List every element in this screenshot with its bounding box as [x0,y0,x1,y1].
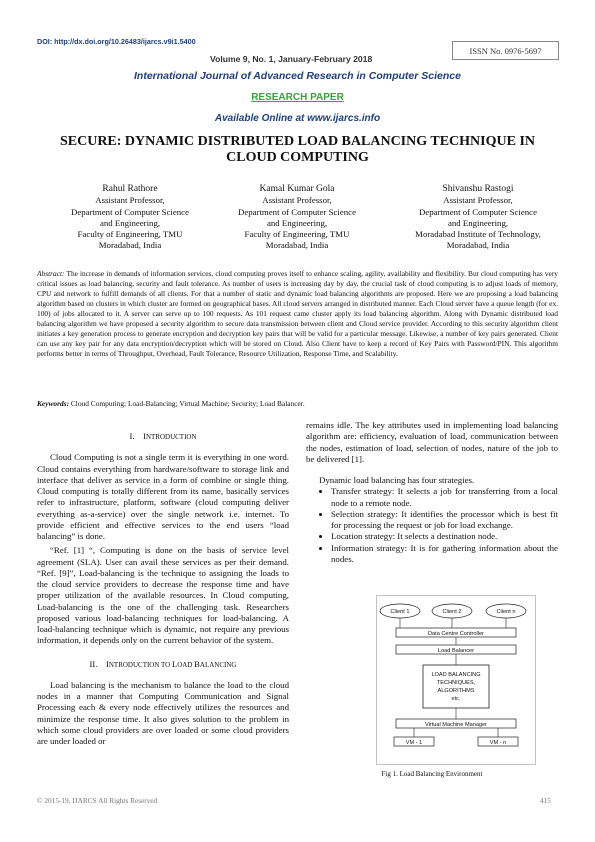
author-line: Assistant Professor, [95,195,165,206]
footer-copyright: © 2015-19, IJARCS All Rights Reserved [37,796,158,805]
strategy-list [306,486,558,565]
lb-techniques-label-2: TECHNIQUES, [436,680,476,686]
vm-1-label: VM - 1 [405,740,423,746]
list-item: • Selection strategy: It identifies the processor which is best fit for processing the request or job for load exchange. [331,509,558,532]
abstract [37,269,558,359]
data-centre-controller-label: Data Centre Controller [428,631,484,637]
author-line: Assistant Professor, [443,195,513,206]
abstract-label: Abstract: [37,269,65,278]
author-line: and Engineering, [99,217,161,228]
author-line: and Engineering, [266,217,328,228]
keywords [37,399,558,408]
author-name: Rahul Rathore [102,184,158,194]
author-line: Moradabad, India [446,240,510,251]
journal-name: International Journal of Advanced Research in Computer Science [134,70,461,82]
paragraph-right-1: remains idle. The key attributes used in implementing load balancing algorithm are: efficiency, evaluation of load, communication between the nodes, estimation of load, selection of nodes, nature of the job to be delivered [1]. [306,420,558,464]
load-balancing-figure [376,595,536,765]
issn-box: ISSN No. 0976-5697 [452,41,559,60]
title-line-2: CLOUD COMPUTING [226,150,369,165]
client-1-label: Client 1 [390,609,410,615]
load-balancer-label: Load Balancer [437,648,475,654]
list-item: • Transfer strategy: It selects a job for transferring from a local node to a remote node. [331,486,558,509]
paper-title [50,134,545,166]
vm-n-label: VM - n [489,740,507,746]
doi-link[interactable]: DOI: http://dx.doi.org/10.26483/ijarcs.v9i1.5400 [37,37,196,46]
author-line: Moradabad, India [265,240,329,251]
author-block-1 [40,184,220,252]
client-2-label: Client 2 [442,609,462,615]
lb-techniques-label-3: ALGORITHMS [437,688,475,694]
paragraph-right-2: Dynamic load balancing has four strategies. [319,475,475,485]
online-url[interactable]: Available Online at www.ijarcs.info [214,113,381,124]
author-line: Assistant Professor, [262,195,332,206]
keywords-text: Cloud Computing; Load-Balancing; Virtual Machine; Security; Load Balancer. [69,399,305,408]
section-heading-2: II. INTRODUCTION TO LOAD BALANCING [89,658,237,669]
author-line: Faculty of Engineering, TMU [77,229,183,240]
volume-info: Volume 9, No. 1, January-February 2018 [210,54,373,64]
lb-techniques-label-4: etc. [451,696,461,702]
paper-type: RESEARCH PAPER [251,92,344,103]
author-line: Moradabad, India [98,240,162,251]
author-line: and Engineering, [447,217,509,228]
footer-page-number: 415 [540,796,551,805]
paragraph-intro-1: Cloud Computing is not a single term it is everything in one word. Cloud contains everything from hardware/software to storage link and interface that deliver as service in a form of combine or single thing. Cloud computing is totally different from its name, basically services refer to infrastructure, platform, software (cloud computing deliver everything as-a-service) over the single network i.e. internet. To provide efficient and effective services to the end users “load balancing” is done. [37,452,289,541]
right-column [306,420,558,565]
author-block-2 [207,184,387,252]
author-line: Department of Computer Science [71,206,189,217]
author-line: Faculty of Engineering, TMU [244,229,350,240]
section-heading-1: I. INTRODUCTION [129,431,197,441]
vm-manager-label: Virtual Machine Manager [424,722,488,728]
author-line: Department of Computer Science [238,206,356,217]
author-line: Department of Computer Science [419,206,537,217]
list-item: • Information strategy: It is for gathering information about the nodes. [331,543,558,566]
author-name: Shivanshu Rastogi [442,184,514,194]
client-n-label: Client n [496,609,516,615]
left-column [37,431,289,747]
abstract-text: The increase in demands of information services, cloud computing proves itself to enhance scaling, agility, availability and flexibility. But cloud computing has very critical issues as load balancing, security and fault tolerance. As number of users is increasing day by day, the crucial task of cloud computing is to adjust loads of memory, CPU and network to fulfill demands of all clients. For that a number of static and dynamic load balancing algorithms are proposed. Here we are proposing a load balancing algorithm based on clusters in which cluster are formed on geographical bases. All cloud servers arranged in distributed manner. Each Cloud server have a queue length (for ex. 100) of jobs allocated to it. A server can serve up to 100 requests. As 101 request came cluster apply its load balancing algorithm. Along with Dynamic distributed load balancing algorithm we have proposed a security algorithm to secure data transmission between client and Cloud service provider. According to this security algorithm client initiates a key generation process to generate encryption and decryption key pairs that will be valid for a particular message. Likewise, a number of key pairs generated. Client can use any key pair for any data encryption/decryption which will be stored on Cloud. Also Client have to keep a record of Key Pairs with Password/PIN. This algorithm performs better in terms of Throughput, Overhead, Fault Tolerance, Resource Utilization, Response Time, and Scalability. [37,269,558,359]
list-item: • Location strategy: It selects a destination node. [331,531,558,542]
lb-techniques-label-1: LOAD BALANCING [431,672,481,678]
author-line: Moradabad Institute of Technology, [415,229,541,240]
author-block-3 [388,184,568,252]
author-name: Kamal Kumar Gola [259,184,335,194]
paragraph-lb-1: Load balancing is the mechanism to balance the load to the cloud nodes in a manner that Computing Communication and Signal Processing each & every node effectively utilizes the resources and minimize the response time. It also gives solution to the problem in which some cloud providers are over loaded or some cloud providers are under loaded or [37,679,289,746]
paragraph-intro-2: “Ref. [1] “, Computing is done on the basis of service level agreement (SLA). User can avail these services as per their demand. “Ref. [9]”, Load-balancing is the technique to assigning the loads to the cloud service providers to decrease the response time and have proper utilization of the available resources. In Cloud computing, Load-balancing is the one of the challenging task. Researchers proposed various load-balancing techniques for load-balancing. A load-balancing technique which is dynamic, not require any previous information, it depends only on the current behavior of the system. [37,545,289,646]
keywords-label: Keywords: [37,399,70,408]
figure-caption: Fig 1. Load Balancing Environment [381,770,483,778]
title-line-1: SECURE: DYNAMIC DISTRIBUTED LOAD BALANCING TECHNIQUE IN [59,134,536,149]
